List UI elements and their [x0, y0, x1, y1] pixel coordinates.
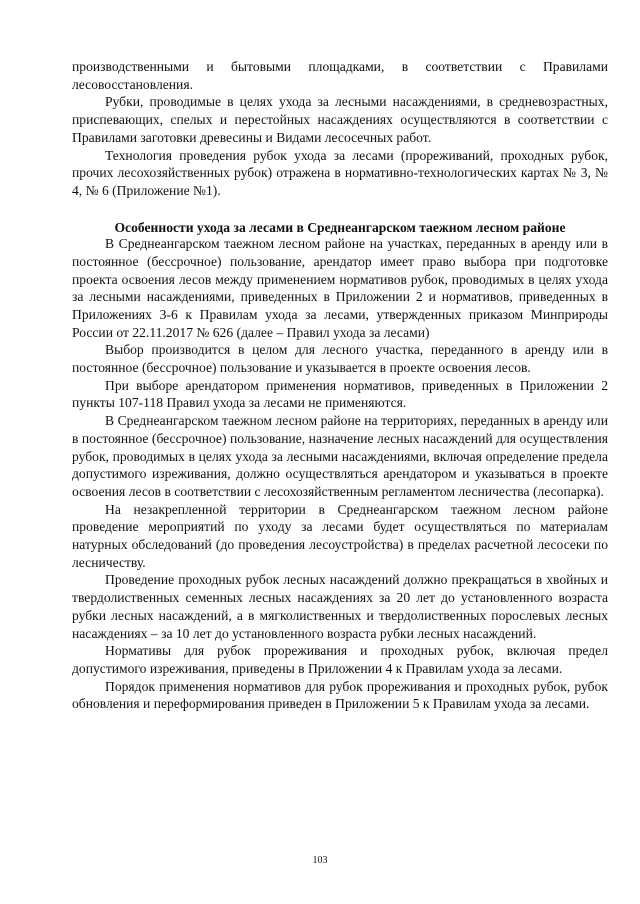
paragraph: Рубки, проводимые в целях ухода за лесными насаждениями, в средневозрастных, приспевающих, спелых и перестойных насаждениях осуществляются в соответствии с Правилами заготовки древесины и Видами лесосечных работ. [72, 94, 608, 145]
paragraph: Технология проведения рубок ухода за лесами (прореживаний, проходных рубок, прочих лесохозяйственных рубок) отражена в нормативно-технологических картах № 3, № 4, № 6 (Приложение №1). [72, 147, 608, 198]
page-body [72, 58, 608, 713]
page-number: 103 [312, 855, 328, 866]
section-heading: Особенности ухода за лесами в Среднеангарском таежном лесном районе [114, 219, 566, 235]
paragraph: На незакрепленной территории в Среднеангарском таежном лесном районе проведение мероприятий по уходу за лесами будет осуществляться по материалам натурных обследований (до проведения лесоустройства) в пределах расчетной лесосеки по лесничеству. [72, 501, 608, 570]
paragraph: производственными и бытовыми площадками, в соответствии с Правилами лесовосстановления. [72, 59, 608, 92]
paragraph: Выбор производится в целом для лесного участка, переданного в аренду или в постоянное (бессрочное) пользование и указывается в проекте освоения лесов. [72, 342, 608, 376]
paragraph: Нормативы для рубок прореживания и проходных рубок, включая предел допустимого изреживания, приведены в Приложении 4 к Правилам ухода за лесами. [72, 643, 608, 676]
paragraph: Проведение проходных рубок лесных насаждений должно прекращаться в хвойных и твердолиственных семенных лесных насаждениях за 20 лет до установленного возраста рубки лесных насаждений, а в мягколиственных и твердолиственных порослевых лесных насаждениях – за 10 лет до установленного возраста рубки лесных насаждений. [72, 572, 608, 641]
paragraph: Порядок применения нормативов для рубок прореживания и проходных рубок, рубок обновления и переформирования приведен в Приложении 5 к Правилам ухода за лесами. [72, 678, 608, 712]
paragraph: В Среднеангарском таежном лесном районе на территориях, переданных в аренду или в постоянное (бессрочное) пользование, назначение лесных насаждений для осуществления рубок, проводимых в целях ухода за лесными насаждениями, включая определение предела допустимого изреживания, должно осуществляться арендатором и указываться в проекте освоения лесов в соответствии с лесохозяйственным регламентом лесничества (лесопарка). [72, 413, 608, 499]
paragraph: В Среднеангарском таежном лесном районе на участках, переданных в аренду или в постоянное (бессрочное) пользование, арендатор имеет право выбора при подготовке проекта освоения лесов между применением нормативов рубок, проводимых в целях ухода за лесными насаждениями, приведенных в Приложении 2 и нормативов, приведенных в Приложениях 3-6 к Правилам ухода за лесами, утвержденных приказом Минприроды России от 22.11.2017 № 626 (далее – Правил ухода за лесами) [72, 236, 608, 340]
paragraph: При выборе арендатором применения нормативов, приведенных в Приложении 2 пункты 107-118 Правил ухода за лесами не применяются. [72, 377, 608, 411]
